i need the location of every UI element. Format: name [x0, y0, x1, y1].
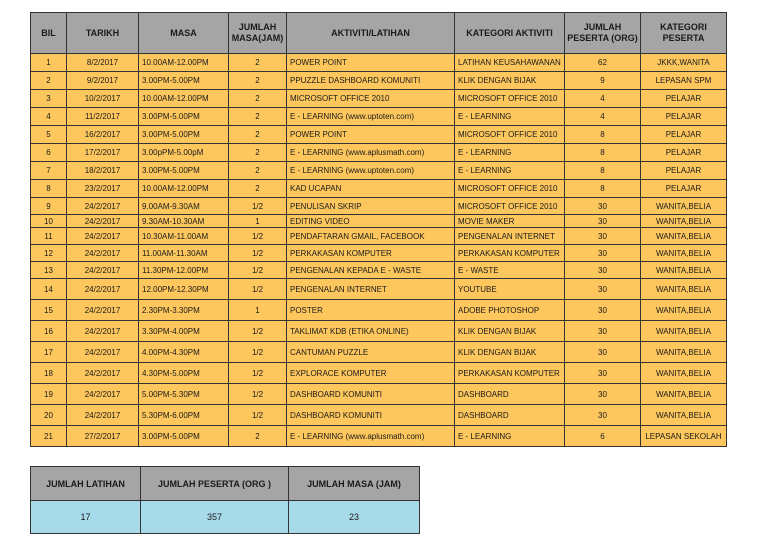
cell-jumlah-masa: 2: [229, 90, 287, 108]
cell-aktiviti: KAD UCAPAN: [287, 180, 455, 198]
cell-masa: 5.00PM-5.30PM: [139, 384, 229, 405]
cell-kategori-peserta: PELAJAR: [641, 108, 727, 126]
cell-masa: 10.00AM-12.00PM: [139, 90, 229, 108]
cell-kategori-aktiviti: KLIK DENGAN BIJAK: [455, 321, 565, 342]
col-header-aktiviti: AKTIVITI/LATIHAN: [287, 13, 455, 54]
summary-value-latihan: 17: [31, 501, 141, 534]
cell-masa: 5.30PM-6.00PM: [139, 405, 229, 426]
cell-bil: 5: [31, 126, 67, 144]
cell-bil: 14: [31, 279, 67, 300]
cell-jumlah-masa: 1/2: [229, 245, 287, 262]
cell-tarikh: 24/2/2017: [67, 245, 139, 262]
cell-jumlah-masa: 2: [229, 54, 287, 72]
cell-jumlah-peserta: 8: [565, 162, 641, 180]
cell-bil: 9: [31, 198, 67, 215]
cell-tarikh: 24/2/2017: [67, 405, 139, 426]
cell-tarikh: 27/2/2017: [67, 426, 139, 447]
cell-bil: 4: [31, 108, 67, 126]
cell-masa: 3.00PM-5.00PM: [139, 426, 229, 447]
cell-aktiviti: TAKLIMAT KDB (ETIKA ONLINE): [287, 321, 455, 342]
cell-jumlah-masa: 1/2: [229, 342, 287, 363]
cell-kategori-peserta: WANITA,BELIA: [641, 279, 727, 300]
cell-masa: 10.30AM-11.00AM: [139, 228, 229, 245]
table-row: [31, 72, 727, 90]
summary-table: [30, 466, 420, 534]
cell-masa: 3.00pPM-5.00pM: [139, 144, 229, 162]
cell-jumlah-masa: 1/2: [229, 198, 287, 215]
cell-bil: 17: [31, 342, 67, 363]
cell-jumlah-masa: 1/2: [229, 262, 287, 279]
cell-kategori-peserta: LEPASAN SEKOLAH: [641, 426, 727, 447]
cell-bil: 3: [31, 90, 67, 108]
table-row: [31, 126, 727, 144]
cell-aktiviti: POWER POINT: [287, 126, 455, 144]
cell-kategori-aktiviti: E - WASTE: [455, 262, 565, 279]
cell-bil: 7: [31, 162, 67, 180]
cell-jumlah-masa: 1/2: [229, 321, 287, 342]
cell-aktiviti: CANTUMAN PUZZLE: [287, 342, 455, 363]
cell-aktiviti: PENGENALAN INTERNET: [287, 279, 455, 300]
cell-kategori-peserta: PELAJAR: [641, 162, 727, 180]
table-row: [31, 198, 727, 215]
cell-kategori-peserta: WANITA,BELIA: [641, 198, 727, 215]
cell-jumlah-masa: 1/2: [229, 363, 287, 384]
cell-jumlah-peserta: 30: [565, 279, 641, 300]
cell-jumlah-peserta: 30: [565, 384, 641, 405]
cell-bil: 12: [31, 245, 67, 262]
cell-jumlah-masa: 1: [229, 300, 287, 321]
cell-kategori-peserta: WANITA,BELIA: [641, 342, 727, 363]
table-row: [31, 300, 727, 321]
table-row: [31, 321, 727, 342]
cell-kategori-peserta: PELAJAR: [641, 180, 727, 198]
cell-bil: 1: [31, 54, 67, 72]
cell-masa: 9.30AM-10.30AM: [139, 215, 229, 228]
cell-kategori-peserta: WANITA,BELIA: [641, 300, 727, 321]
cell-jumlah-peserta: 30: [565, 363, 641, 384]
cell-kategori-peserta: JKKK,WANITA: [641, 54, 727, 72]
col-header-kategori-peserta: KATEGORI PESERTA: [641, 13, 727, 54]
summary-header-row: [31, 467, 420, 501]
table-row: [31, 54, 727, 72]
summary-header-masa: JUMLAH MASA (JAM): [289, 467, 420, 501]
table-row: [31, 426, 727, 447]
cell-jumlah-masa: 2: [229, 72, 287, 90]
summary-value-masa: 23: [289, 501, 420, 534]
cell-tarikh: 10/2/2017: [67, 90, 139, 108]
cell-kategori-peserta: WANITA,BELIA: [641, 245, 727, 262]
cell-jumlah-peserta: 30: [565, 215, 641, 228]
cell-kategori-aktiviti: MICROSOFT OFFICE 2010: [455, 126, 565, 144]
table-row: [31, 363, 727, 384]
table-row: [31, 108, 727, 126]
cell-aktiviti: PENULISAN SKRIP: [287, 198, 455, 215]
cell-tarikh: 24/2/2017: [67, 279, 139, 300]
cell-jumlah-peserta: 30: [565, 342, 641, 363]
cell-tarikh: 8/2/2017: [67, 54, 139, 72]
cell-masa: 3.00PM-5.00PM: [139, 72, 229, 90]
cell-tarikh: 24/2/2017: [67, 228, 139, 245]
cell-bil: 13: [31, 262, 67, 279]
cell-tarikh: 24/2/2017: [67, 215, 139, 228]
cell-kategori-peserta: WANITA,BELIA: [641, 363, 727, 384]
cell-tarikh: 24/2/2017: [67, 321, 139, 342]
col-header-kategori-aktiviti: KATEGORI AKTIVITI: [455, 13, 565, 54]
table-row: [31, 405, 727, 426]
cell-jumlah-peserta: 30: [565, 198, 641, 215]
table-row: [31, 90, 727, 108]
col-header-jumlah-peserta: JUMLAH PESERTA (ORG): [565, 13, 641, 54]
cell-kategori-peserta: WANITA,BELIA: [641, 384, 727, 405]
cell-jumlah-masa: 2: [229, 162, 287, 180]
cell-kategori-aktiviti: E - LEARNING: [455, 162, 565, 180]
cell-masa: 11.30PM-12.00PM: [139, 262, 229, 279]
cell-masa: 3.30PM-4.00PM: [139, 321, 229, 342]
cell-jumlah-peserta: 9: [565, 72, 641, 90]
cell-bil: 15: [31, 300, 67, 321]
cell-bil: 16: [31, 321, 67, 342]
cell-jumlah-masa: 1/2: [229, 384, 287, 405]
cell-masa: 4.00PM-4.30PM: [139, 342, 229, 363]
table-row: [31, 228, 727, 245]
table-row: [31, 279, 727, 300]
cell-kategori-aktiviti: DASHBOARD: [455, 405, 565, 426]
col-header-tarikh: TARIKH: [67, 13, 139, 54]
col-header-bil: BIL: [31, 13, 67, 54]
cell-masa: 3.00PM-5.00PM: [139, 108, 229, 126]
cell-bil: 19: [31, 384, 67, 405]
cell-tarikh: 24/2/2017: [67, 262, 139, 279]
cell-kategori-aktiviti: E - LEARNING: [455, 144, 565, 162]
cell-jumlah-peserta: 62: [565, 54, 641, 72]
cell-masa: 4.30PM-5.00PM: [139, 363, 229, 384]
cell-aktiviti: DASHBOARD KOMUNITI: [287, 384, 455, 405]
cell-kategori-aktiviti: PENGENALAN INTERNET: [455, 228, 565, 245]
cell-jumlah-peserta: 30: [565, 321, 641, 342]
cell-tarikh: 11/2/2017: [67, 108, 139, 126]
cell-jumlah-peserta: 30: [565, 300, 641, 321]
cell-jumlah-masa: 1/2: [229, 405, 287, 426]
cell-kategori-peserta: WANITA,BELIA: [641, 262, 727, 279]
cell-bil: 2: [31, 72, 67, 90]
cell-kategori-aktiviti: MICROSOFT OFFICE 2010: [455, 180, 565, 198]
cell-tarikh: 9/2/2017: [67, 72, 139, 90]
cell-masa: 10.00AM-12.00PM: [139, 180, 229, 198]
cell-masa: 11.00AM-11.30AM: [139, 245, 229, 262]
cell-jumlah-peserta: 8: [565, 126, 641, 144]
cell-jumlah-peserta: 30: [565, 228, 641, 245]
cell-aktiviti: DASHBOARD KOMUNITI: [287, 405, 455, 426]
cell-kategori-aktiviti: ADOBE PHOTOSHOP: [455, 300, 565, 321]
cell-aktiviti: EXPLORACE KOMPUTER: [287, 363, 455, 384]
cell-kategori-peserta: WANITA,BELIA: [641, 215, 727, 228]
col-header-masa: MASA: [139, 13, 229, 54]
cell-kategori-aktiviti: E - LEARNING: [455, 426, 565, 447]
cell-kategori-aktiviti: E - LEARNING: [455, 108, 565, 126]
cell-aktiviti: PENDAFTARAN GMAIL, FACEBOOK: [287, 228, 455, 245]
cell-aktiviti: PERKAKASAN KOMPUTER: [287, 245, 455, 262]
table-row: [31, 342, 727, 363]
cell-aktiviti: E - LEARNING (www.aplusmath.com): [287, 144, 455, 162]
cell-kategori-aktiviti: MOVIE MAKER: [455, 215, 565, 228]
cell-aktiviti: E - LEARNING (www.uptoten.com): [287, 162, 455, 180]
cell-tarikh: 16/2/2017: [67, 126, 139, 144]
cell-masa: 12.00PM-12.30PM: [139, 279, 229, 300]
cell-aktiviti: EDITING VIDEO: [287, 215, 455, 228]
cell-bil: 18: [31, 363, 67, 384]
cell-jumlah-masa: 2: [229, 144, 287, 162]
summary-header-latihan: JUMLAH LATIHAN: [31, 467, 141, 501]
cell-kategori-peserta: PELAJAR: [641, 144, 727, 162]
cell-tarikh: 23/2/2017: [67, 180, 139, 198]
cell-jumlah-peserta: 30: [565, 245, 641, 262]
table-row: [31, 162, 727, 180]
cell-kategori-aktiviti: LATIHAN KEUSAHAWANAN: [455, 54, 565, 72]
cell-jumlah-masa: 1/2: [229, 279, 287, 300]
cell-kategori-aktiviti: KLIK DENGAN BIJAK: [455, 72, 565, 90]
cell-masa: 2.30PM-3.30PM: [139, 300, 229, 321]
summary-header-peserta: JUMLAH PESERTA (ORG ): [141, 467, 289, 501]
cell-kategori-peserta: PELAJAR: [641, 126, 727, 144]
table-row: [31, 245, 727, 262]
table-row: [31, 180, 727, 198]
cell-kategori-aktiviti: MICROSOFT OFFICE 2010: [455, 90, 565, 108]
cell-aktiviti: E - LEARNING (www.uptoten.com): [287, 108, 455, 126]
cell-jumlah-peserta: 30: [565, 405, 641, 426]
cell-jumlah-peserta: 4: [565, 108, 641, 126]
cell-kategori-peserta: WANITA,BELIA: [641, 228, 727, 245]
cell-bil: 8: [31, 180, 67, 198]
cell-aktiviti: POWER POINT: [287, 54, 455, 72]
cell-kategori-aktiviti: YOUTUBE: [455, 279, 565, 300]
activity-table: [30, 12, 727, 447]
cell-tarikh: 24/2/2017: [67, 342, 139, 363]
cell-aktiviti: POSTER: [287, 300, 455, 321]
cell-kategori-aktiviti: MICROSOFT OFFICE 2010: [455, 198, 565, 215]
cell-kategori-peserta: WANITA,BELIA: [641, 321, 727, 342]
cell-tarikh: 17/2/2017: [67, 144, 139, 162]
cell-tarikh: 18/2/2017: [67, 162, 139, 180]
col-header-jumlah-masa: JUMLAH MASA(JAM): [229, 13, 287, 54]
cell-kategori-peserta: WANITA,BELIA: [641, 405, 727, 426]
cell-masa: 3.00PM-5.00PM: [139, 126, 229, 144]
cell-aktiviti: PENGENALAN KEPADA E - WASTE: [287, 262, 455, 279]
cell-bil: 6: [31, 144, 67, 162]
cell-bil: 10: [31, 215, 67, 228]
cell-masa: 10.00AM-12.00PM: [139, 54, 229, 72]
cell-bil: 21: [31, 426, 67, 447]
cell-aktiviti: PPUZZLE DASHBOARD KOMUNITI: [287, 72, 455, 90]
cell-aktiviti: E - LEARNING (www.aplusmath.com): [287, 426, 455, 447]
cell-jumlah-masa: 1/2: [229, 228, 287, 245]
cell-jumlah-masa: 2: [229, 126, 287, 144]
table-row: [31, 144, 727, 162]
table-row: [31, 215, 727, 228]
table-header-row: [31, 13, 727, 54]
cell-kategori-peserta: LEPASAN SPM: [641, 72, 727, 90]
cell-jumlah-peserta: 4: [565, 90, 641, 108]
cell-kategori-aktiviti: PERKAKASAN KOMPUTER: [455, 363, 565, 384]
summary-value-row: [31, 501, 420, 534]
cell-masa: 9.00AM-9.30AM: [139, 198, 229, 215]
cell-jumlah-peserta: 6: [565, 426, 641, 447]
table-row: [31, 384, 727, 405]
table-body: [31, 54, 727, 447]
cell-jumlah-peserta: 8: [565, 144, 641, 162]
cell-bil: 11: [31, 228, 67, 245]
cell-bil: 20: [31, 405, 67, 426]
cell-jumlah-peserta: 30: [565, 262, 641, 279]
cell-jumlah-masa: 2: [229, 180, 287, 198]
summary-value-peserta: 357: [141, 501, 289, 534]
cell-masa: 3.00PM-5.00PM: [139, 162, 229, 180]
cell-kategori-peserta: PELAJAR: [641, 90, 727, 108]
cell-aktiviti: MICROSOFT OFFICE 2010: [287, 90, 455, 108]
cell-jumlah-masa: 1: [229, 215, 287, 228]
table-row: [31, 262, 727, 279]
cell-kategori-aktiviti: PERKAKASAN KOMPUTER: [455, 245, 565, 262]
cell-kategori-aktiviti: DASHBOARD: [455, 384, 565, 405]
cell-jumlah-masa: 2: [229, 108, 287, 126]
cell-jumlah-masa: 2: [229, 426, 287, 447]
cell-tarikh: 24/2/2017: [67, 198, 139, 215]
cell-jumlah-peserta: 8: [565, 180, 641, 198]
cell-tarikh: 24/2/2017: [67, 384, 139, 405]
cell-kategori-aktiviti: KLIK DENGAN BIJAK: [455, 342, 565, 363]
cell-tarikh: 24/2/2017: [67, 300, 139, 321]
cell-tarikh: 24/2/2017: [67, 363, 139, 384]
